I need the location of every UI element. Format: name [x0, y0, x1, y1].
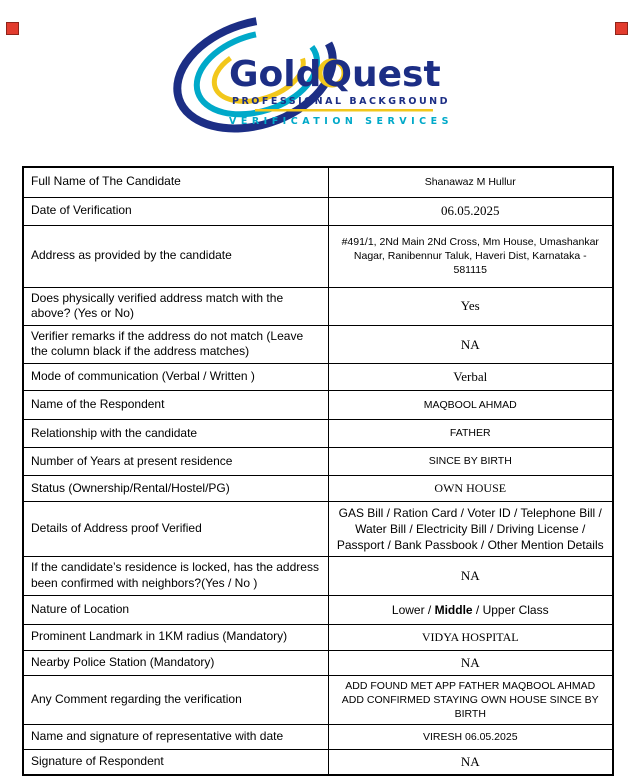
row-value: 06.05.2025 [328, 197, 613, 225]
row-value: Shanawaz M Hullur [328, 167, 613, 197]
table-row [23, 419, 613, 447]
table-row [23, 167, 613, 197]
row-label: Nearby Police Station (Mandatory) [23, 650, 328, 675]
row-value: OWN HOUSE [328, 475, 613, 501]
row-value: Yes [328, 287, 613, 325]
logo-subtitle-2: VERIFICATION SERVICES [229, 116, 453, 127]
location-class-middle: Middle [434, 602, 473, 617]
row-label: Details of Address proof Verified [23, 501, 328, 557]
row-value: NA [328, 650, 613, 675]
row-value: GAS Bill / Ration Card / Voter ID / Telephone Bill / Water Bill / Electricity Bill / Driving License / Passport / Bank Passbook / Other Mention Details [328, 501, 613, 557]
row-value: NA [328, 750, 613, 775]
row-label: Name and signature of representative with date [23, 725, 328, 750]
logo-subtitle-1: PROFESSIONAL BACKGROUND [231, 96, 451, 107]
table-row [23, 225, 613, 287]
verification-table [22, 166, 614, 776]
logo-brand-text [229, 54, 441, 95]
table-row [23, 624, 613, 650]
row-value: Verbal [328, 363, 613, 390]
row-label: If the candidate’s residence is locked, has the address been confirmed with neighbors?(Yes / No ) [23, 557, 328, 595]
table-row [23, 197, 613, 225]
row-label: Does physically verified address match with the above? (Yes or No) [23, 287, 328, 325]
row-value: VIRESH 06.05.2025 [328, 725, 613, 750]
table-row [23, 501, 613, 557]
logo-gold-rule [255, 109, 433, 112]
table-row [23, 557, 613, 595]
row-value [328, 595, 613, 624]
table-row [23, 287, 613, 325]
table-row [23, 447, 613, 475]
row-label: Prominent Landmark in 1KM radius (Mandatory) [23, 624, 328, 650]
row-label: Nature of Location [23, 595, 328, 624]
red-marker-icon [615, 22, 628, 35]
row-value: NA [328, 557, 613, 595]
location-class-upper: / Upper Class [472, 602, 549, 617]
row-value: VIDYA HOSPITAL [328, 624, 613, 650]
table-row [23, 650, 613, 675]
row-label: Address as provided by the candidate [23, 225, 328, 287]
row-value: NA [328, 325, 613, 363]
row-value: ADD FOUND MET APP FATHER MAQBOOL AHMAD ADD CONFIRMED STAYING OWN HOUSE SINCE BY BIRTH [328, 675, 613, 725]
goldquest-logo-graphic [163, 16, 473, 142]
table-row [23, 325, 613, 363]
row-value: FATHER [328, 419, 613, 447]
row-value: SINCE BY BIRTH [328, 447, 613, 475]
row-label: Signature of Respondent [23, 750, 328, 775]
table-row [23, 675, 613, 725]
table-row [23, 725, 613, 750]
table-row [23, 390, 613, 419]
location-class-lower: Lower / [391, 602, 435, 617]
row-label: Name of the Respondent [23, 390, 328, 419]
row-label: Number of Years at present residence [23, 447, 328, 475]
row-label: Relationship with the candidate [23, 419, 328, 447]
table-row [23, 595, 613, 624]
logo-brand-quest: Quest [321, 54, 441, 95]
row-value: #491/1, 2Nd Main 2Nd Cross, Mm House, Umashankar Nagar, Ranibennur Taluk, Haveri Dist, Karnataka - 581115 [328, 225, 613, 287]
row-value: MAQBOOL AHMAD [328, 390, 613, 419]
row-label: Date of Verification [23, 197, 328, 225]
table-row [23, 475, 613, 501]
goldquest-logo [163, 16, 473, 142]
table-row [23, 750, 613, 775]
row-label: Verifier remarks if the address do not match (Leave the column black if the address matches) [23, 325, 328, 363]
row-label: Any Comment regarding the verification [23, 675, 328, 725]
row-label: Mode of communication (Verbal / Written ) [23, 363, 328, 390]
row-label: Full Name of The Candidate [23, 167, 328, 197]
row-label: Status (Ownership/Rental/Hostel/PG) [23, 475, 328, 501]
table-row [23, 363, 613, 390]
logo-brand-gold: Gold [229, 54, 322, 95]
red-marker-icon [6, 22, 19, 35]
